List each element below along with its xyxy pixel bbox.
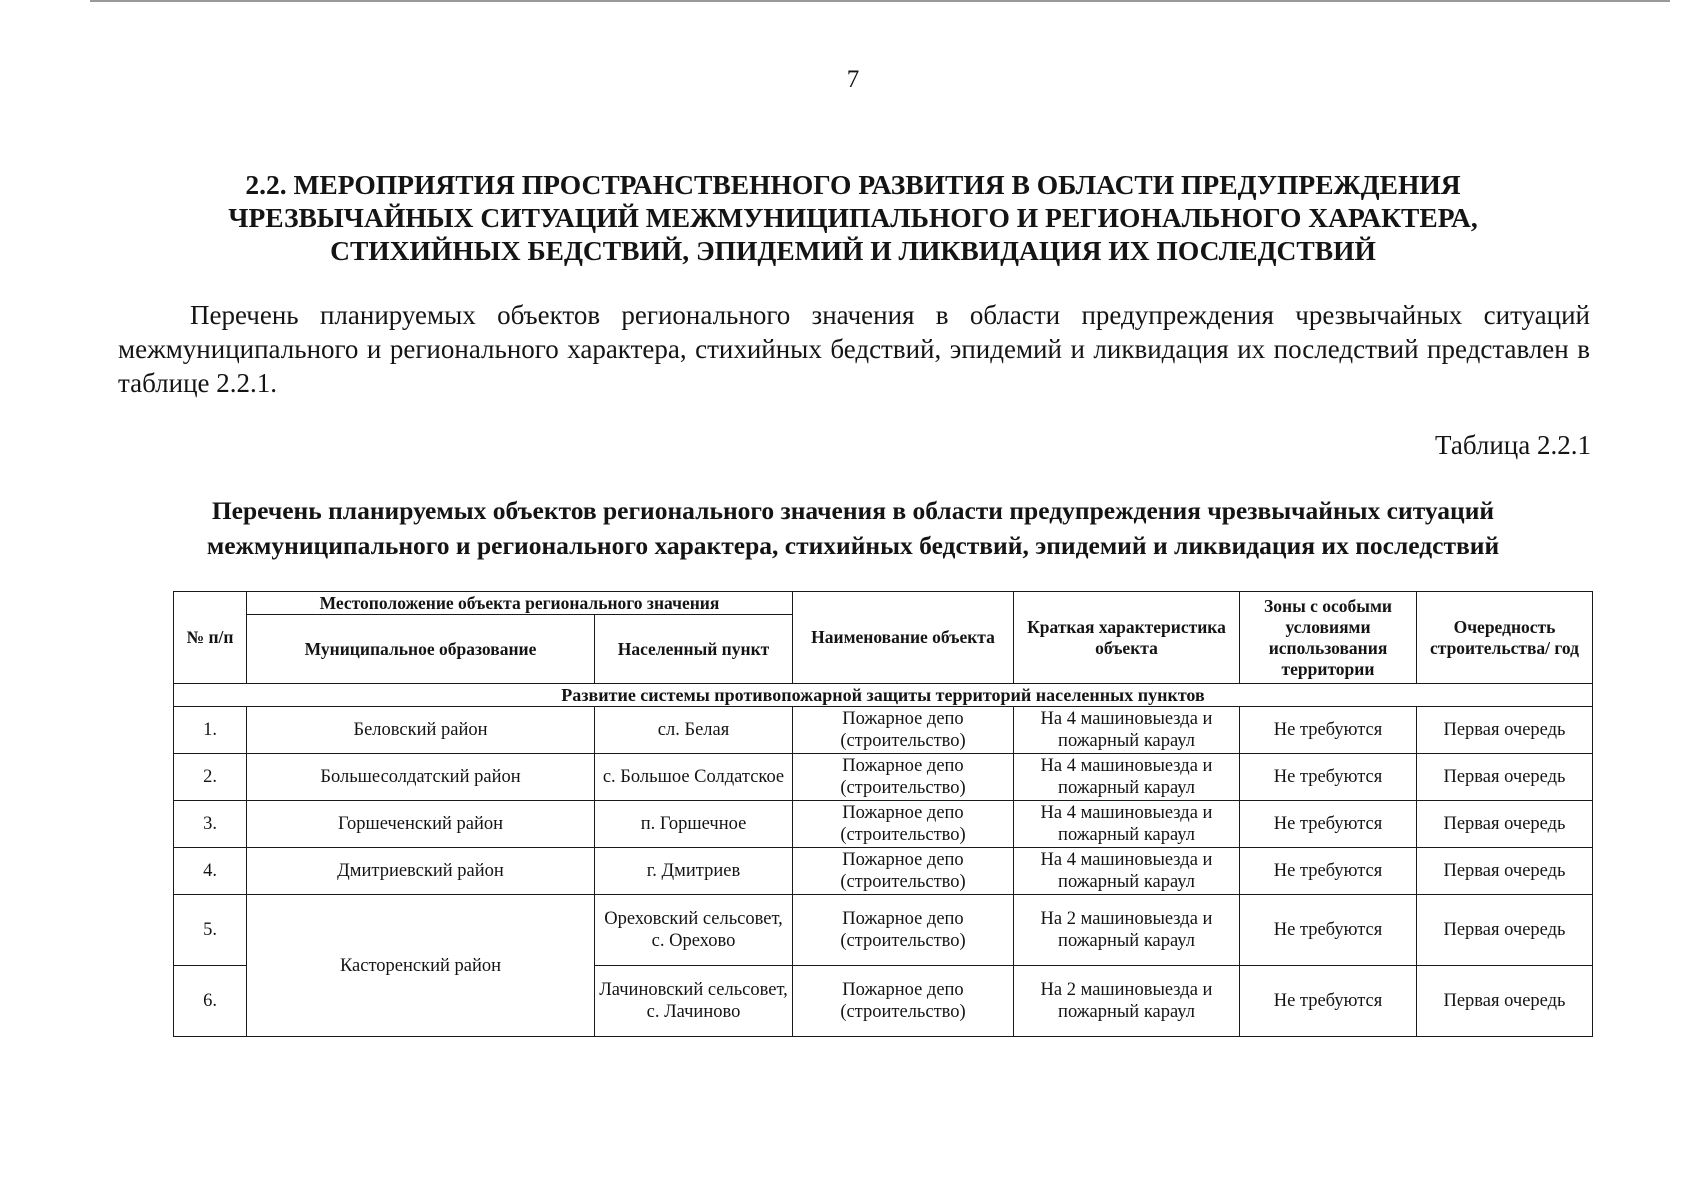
table-row — [174, 895, 1593, 966]
cell-num: 5. — [174, 895, 247, 966]
cell-characteristic: На 2 машиновыезда и пожарный караул — [1014, 966, 1240, 1037]
table-row — [174, 754, 1593, 801]
header-num: № п/п — [174, 592, 247, 684]
header-settlement: Населенный пункт — [595, 615, 793, 684]
cell-characteristic: На 4 машиновыезда и пожарный караул — [1014, 801, 1240, 848]
header-zones: Зоны с особыми условиями использования территории — [1240, 592, 1417, 684]
cell-priority: Первая очередь — [1417, 848, 1593, 895]
header-characteristic: Краткая характеристика объекта — [1014, 592, 1240, 684]
cell-characteristic: На 4 машиновыезда и пожарный караул — [1014, 754, 1240, 801]
page-number: 7 — [846, 66, 860, 93]
table-title-line: межмуниципального и регионального характера, стихийных бедствий, эпидемий и ликвидация их последствий — [206, 531, 1500, 560]
section-heading — [120, 168, 1586, 267]
cell-municipality: Беловский район — [247, 707, 595, 754]
section-heading-line: 2.2. МЕРОПРИЯТИЯ ПРОСТРАНСТВЕННОГО РАЗВИТИЯ В ОБЛАСТИ ПРЕДУПРЕЖДЕНИЯ — [245, 169, 1461, 200]
intro-paragraph: Перечень планируемых объектов регионального значения в области предупреждения чрезвычайных ситуаций межмуниципального и регионального характера, стихийных бедствий, эпидемий и ликвидация их последствий представлен в таблице 2.2.1. — [118, 300, 1590, 398]
header-name: Наименование объекта — [793, 592, 1014, 684]
header-municipality: Муниципальное образование — [247, 615, 595, 684]
cell-num: 4. — [174, 848, 247, 895]
cell-zones: Не требуются — [1240, 895, 1417, 966]
cell-priority: Первая очередь — [1417, 895, 1593, 966]
cell-municipality: Большесолдатский район — [247, 754, 595, 801]
cell-priority: Первая очередь — [1417, 707, 1593, 754]
cell-num: 1. — [174, 707, 247, 754]
cell-characteristic: На 2 машиновыезда и пожарный караул — [1014, 895, 1240, 966]
cell-zones: Не требуются — [1240, 966, 1417, 1037]
objects-table — [173, 591, 1593, 1037]
scan-top-rule — [90, 0, 1670, 2]
cell-characteristic: На 4 машиновыезда и пожарный караул — [1014, 848, 1240, 895]
section-heading-line: ЧРЕЗВЫЧАЙНЫХ СИТУАЦИЙ МЕЖМУНИЦИПАЛЬНОГО И РЕГИОНАЛЬНОГО ХАРАКТЕРА, — [228, 202, 1478, 233]
cell-num: 2. — [174, 754, 247, 801]
section-heading-line: СТИХИЙНЫХ БЕДСТВИЙ, ЭПИДЕМИЙ И ЛИКВИДАЦИЯ ИХ ПОСЛЕДСТВИЙ — [330, 235, 1376, 266]
cell-zones: Не требуются — [1240, 754, 1417, 801]
cell-municipality: Касторенский район — [247, 895, 595, 1037]
group-title: Развитие системы противопожарной защиты территорий населенных пунктов — [174, 684, 1593, 707]
cell-zones: Не требуются — [1240, 848, 1417, 895]
cell-priority: Первая очередь — [1417, 801, 1593, 848]
cell-name: Пожарное депо (строительство) — [793, 801, 1014, 848]
table-title — [110, 493, 1596, 563]
header-priority: Очередность строительства/ год — [1417, 592, 1593, 684]
table-title-line: Перечень планируемых объектов регионального значения в области предупреждения чрезвычайных ситуаций — [211, 496, 1495, 525]
cell-name: Пожарное депо (строительство) — [793, 848, 1014, 895]
header-row — [174, 592, 1593, 615]
cell-characteristic: На 4 машиновыезда и пожарный караул — [1014, 707, 1240, 754]
cell-settlement: Ореховский сельсовет, с. Орехово — [595, 895, 793, 966]
cell-name: Пожарное депо (строительство) — [793, 895, 1014, 966]
cell-settlement: с. Большое Солдатское — [595, 754, 793, 801]
table-row — [174, 707, 1593, 754]
cell-name: Пожарное депо (строительство) — [793, 707, 1014, 754]
cell-municipality: Горшеченский район — [247, 801, 595, 848]
header-location: Местоположение объекта регионального значения — [247, 592, 793, 615]
cell-municipality: Дмитриевский район — [247, 848, 595, 895]
cell-settlement: г. Дмитриев — [595, 848, 793, 895]
cell-name: Пожарное депо (строительство) — [793, 966, 1014, 1037]
table-number: Таблица 2.2.1 — [1435, 430, 1591, 460]
cell-num: 3. — [174, 801, 247, 848]
cell-settlement: сл. Белая — [595, 707, 793, 754]
cell-settlement: п. Горшечное — [595, 801, 793, 848]
cell-settlement: Лачиновский сельсовет, с. Лачиново — [595, 966, 793, 1037]
cell-priority: Первая очередь — [1417, 754, 1593, 801]
cell-name: Пожарное депо (строительство) — [793, 754, 1014, 801]
cell-priority: Первая очередь — [1417, 966, 1593, 1037]
group-row — [174, 684, 1593, 707]
cell-num: 6. — [174, 966, 247, 1037]
cell-zones: Не требуются — [1240, 801, 1417, 848]
cell-zones: Не требуются — [1240, 707, 1417, 754]
table-row — [174, 801, 1593, 848]
table-row — [174, 848, 1593, 895]
